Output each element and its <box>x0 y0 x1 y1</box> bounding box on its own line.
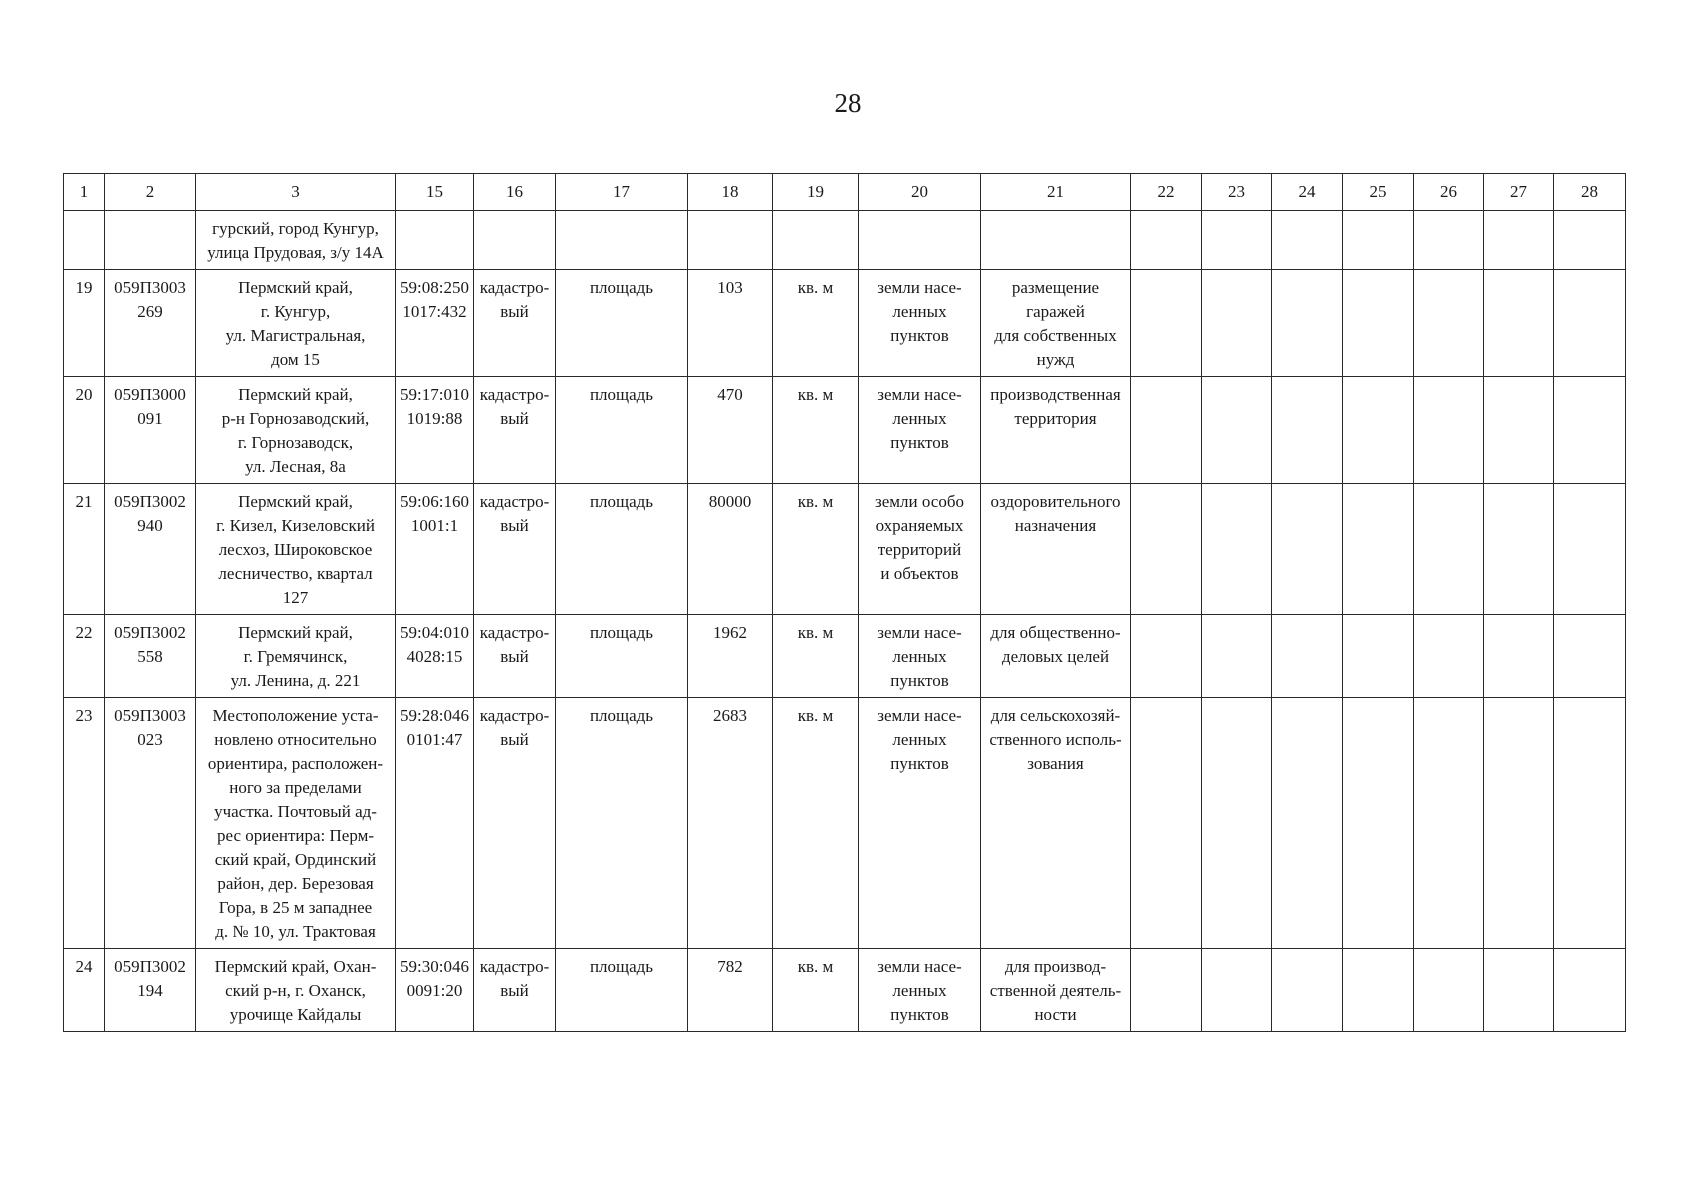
number-type-cell <box>474 484 556 615</box>
empty-cell <box>1554 377 1626 484</box>
column-header: 17 <box>556 174 688 211</box>
permitted-use-cell <box>981 270 1131 377</box>
empty-cell <box>1272 270 1343 377</box>
number-type-cell <box>474 377 556 484</box>
empty-cell <box>1272 211 1343 270</box>
land-category-cell-text: земли насе- ленных пунктов <box>877 957 962 1024</box>
column-header: 1 <box>64 174 105 211</box>
number-type-cell-text: кадастро- вый <box>479 385 550 428</box>
empty-cell <box>1272 949 1343 1032</box>
empty-cell <box>1343 484 1414 615</box>
empty-cell <box>1343 377 1414 484</box>
empty-cell <box>1272 377 1343 484</box>
column-header: 16 <box>474 174 556 211</box>
row-number-cell-text: 20 <box>75 385 93 404</box>
column-header: 3 <box>196 174 396 211</box>
table-row <box>64 484 1626 615</box>
empty-cell <box>1343 615 1414 698</box>
address-cell-text: Пермский край, г. Кунгур, ул. Магистральная, дом 15 <box>225 278 366 369</box>
row-number-cell <box>64 615 105 698</box>
row-number-cell <box>64 211 105 270</box>
empty-cell <box>1131 377 1202 484</box>
empty-cell <box>1202 949 1272 1032</box>
table-row <box>64 211 1626 270</box>
empty-cell <box>1554 211 1626 270</box>
cadastral-number-cell-text: 59:08:250 1017:432 <box>400 278 469 321</box>
registry-number-cell <box>105 211 196 270</box>
row-number-cell-text: 24 <box>75 957 93 976</box>
cadastral-number-cell <box>396 270 474 377</box>
empty-cell <box>1202 484 1272 615</box>
parameter-name-cell <box>556 377 688 484</box>
unit-cell <box>773 377 859 484</box>
column-header: 20 <box>859 174 981 211</box>
row-number-cell-text: 22 <box>75 623 93 642</box>
row-number-cell <box>64 698 105 949</box>
permitted-use-cell-text: производственная территория <box>990 385 1121 428</box>
empty-cell <box>1554 270 1626 377</box>
permitted-use-cell <box>981 484 1131 615</box>
empty-cell <box>1202 377 1272 484</box>
unit-cell-text: кв. м <box>797 492 834 511</box>
unit-cell-text: кв. м <box>797 623 834 642</box>
empty-cell <box>1414 484 1484 615</box>
cadastral-number-cell-text: 59:06:160 1001:1 <box>400 492 469 535</box>
cadastral-number-cell-text: 59:04:010 4028:15 <box>400 623 469 666</box>
land-category-cell <box>859 484 981 615</box>
address-cell-text: Местоположение уста- новлено относительно ориентира, расположен- ного за пределами участка. Почтовый ад- рес ориентира: Перм- ский край, Ординский район, дер. Березовая Гора, в 25 м западнее д. № 10, ул. Трактовая <box>207 706 384 941</box>
land-category-cell <box>859 270 981 377</box>
table-row <box>64 615 1626 698</box>
empty-cell <box>1202 211 1272 270</box>
land-category-cell-text: земли насе- ленных пунктов <box>877 623 962 690</box>
registry-number-cell <box>105 484 196 615</box>
cadastral-number-cell-text: 59:30:046 0091:20 <box>400 957 469 1000</box>
permitted-use-cell-text: размещение гаражей для собственных нужд <box>994 278 1117 369</box>
empty-cell <box>1414 377 1484 484</box>
column-header: 25 <box>1343 174 1414 211</box>
empty-cell <box>1131 211 1202 270</box>
land-category-cell-text: земли насе- ленных пунктов <box>877 706 962 773</box>
address-cell-text: Пермский край, Охан- ский р-н, г. Оханск, урочище Кайдалы <box>214 957 377 1024</box>
row-number-cell-text: 21 <box>75 492 93 511</box>
empty-cell <box>1414 615 1484 698</box>
empty-cell <box>1554 949 1626 1032</box>
empty-cell <box>1131 484 1202 615</box>
number-type-cell-text: кадастро- вый <box>479 706 550 749</box>
row-number-cell <box>64 270 105 377</box>
table-body <box>64 211 1626 1032</box>
cadastral-number-cell <box>396 949 474 1032</box>
unit-cell <box>773 698 859 949</box>
empty-cell <box>1414 211 1484 270</box>
parameter-value-cell <box>688 270 773 377</box>
table-row <box>64 698 1626 949</box>
parameter-name-cell-text: площадь <box>589 385 654 404</box>
empty-cell <box>1272 615 1343 698</box>
empty-cell <box>1272 698 1343 949</box>
empty-cell <box>1343 211 1414 270</box>
land-category-cell-text: земли насе- ленных пунктов <box>877 278 962 345</box>
parameter-value-cell-text: 782 <box>717 957 743 976</box>
number-type-cell <box>474 211 556 270</box>
parameter-value-cell <box>688 698 773 949</box>
parameter-value-cell <box>688 377 773 484</box>
parameter-name-cell <box>556 615 688 698</box>
parameter-value-cell <box>688 949 773 1032</box>
column-header: 26 <box>1414 174 1484 211</box>
address-cell <box>196 211 396 270</box>
parameter-name-cell-text: площадь <box>589 623 654 642</box>
registry-number-cell <box>105 698 196 949</box>
cadastral-number-cell <box>396 615 474 698</box>
column-header: 21 <box>981 174 1131 211</box>
empty-cell <box>1484 949 1554 1032</box>
land-category-cell <box>859 377 981 484</box>
registry-number-cell-text: 059П3002 558 <box>114 623 186 666</box>
parameter-name-cell <box>556 698 688 949</box>
empty-cell <box>1484 211 1554 270</box>
cadastral-number-cell-text: 59:28:046 0101:47 <box>400 706 469 749</box>
row-number-cell <box>64 377 105 484</box>
registry-number-cell-text: 059П3003 023 <box>114 706 186 749</box>
address-cell <box>196 270 396 377</box>
registry-number-cell-text: 059П3002 194 <box>114 957 186 1000</box>
land-category-cell-text: земли особо охраняемых территорий и объектов <box>875 492 964 583</box>
permitted-use-cell <box>981 211 1131 270</box>
parameter-value-cell-text: 103 <box>717 278 743 297</box>
cadastral-number-cell <box>396 211 474 270</box>
permitted-use-cell-text: для сельскохозяй- ственного исполь- зования <box>989 706 1122 773</box>
land-category-cell <box>859 698 981 949</box>
address-cell <box>196 377 396 484</box>
registry-number-cell-text: 059П3002 940 <box>114 492 186 535</box>
row-number-cell <box>64 949 105 1032</box>
unit-cell-text: кв. м <box>797 278 834 297</box>
row-number-cell-text: 23 <box>75 706 93 725</box>
row-number-cell <box>64 484 105 615</box>
parameter-value-cell-text: 470 <box>717 385 743 404</box>
permitted-use-cell <box>981 615 1131 698</box>
empty-cell <box>1484 698 1554 949</box>
empty-cell <box>1414 949 1484 1032</box>
unit-cell <box>773 211 859 270</box>
unit-cell <box>773 484 859 615</box>
number-type-cell-text: кадастро- вый <box>479 957 550 1000</box>
empty-cell <box>1484 615 1554 698</box>
column-header: 15 <box>396 174 474 211</box>
parameter-name-cell <box>556 270 688 377</box>
parameter-name-cell <box>556 949 688 1032</box>
address-cell-text: Пермский край, г. Кизел, Кизеловский лесхоз, Широковское лесничество, квартал 127 <box>216 492 375 607</box>
parameter-value-cell <box>688 211 773 270</box>
column-header: 18 <box>688 174 773 211</box>
parameter-name-cell-text: площадь <box>589 706 654 725</box>
land-category-cell <box>859 615 981 698</box>
number-type-cell <box>474 615 556 698</box>
registry-number-cell <box>105 377 196 484</box>
empty-cell <box>1343 698 1414 949</box>
permitted-use-cell-text: для общественно- деловых целей <box>990 623 1121 666</box>
column-header: 2 <box>105 174 196 211</box>
number-type-cell-text: кадастро- вый <box>479 492 550 535</box>
column-header: 22 <box>1131 174 1202 211</box>
parameter-name-cell-text: площадь <box>589 278 654 297</box>
empty-cell <box>1484 270 1554 377</box>
registry-number-cell <box>105 270 196 377</box>
parameter-value-cell <box>688 615 773 698</box>
empty-cell <box>1414 698 1484 949</box>
empty-cell <box>1554 615 1626 698</box>
parameter-value-cell-text: 2683 <box>713 706 747 725</box>
table-row <box>64 377 1626 484</box>
cadastral-number-cell <box>396 377 474 484</box>
empty-cell <box>1272 484 1343 615</box>
column-number-row <box>64 174 1626 211</box>
column-header: 23 <box>1202 174 1272 211</box>
address-cell-text: гурский, город Кунгур, улица Прудовая, з/у 14А <box>207 219 384 262</box>
number-type-cell-text: кадастро- вый <box>479 278 550 321</box>
table-row <box>64 270 1626 377</box>
address-cell <box>196 484 396 615</box>
parameter-name-cell <box>556 484 688 615</box>
page-number: 28 <box>834 88 862 118</box>
address-cell <box>196 949 396 1032</box>
empty-cell <box>1202 615 1272 698</box>
empty-cell <box>1554 698 1626 949</box>
parameter-value-cell-text: 80000 <box>708 492 752 511</box>
unit-cell-text: кв. м <box>797 706 834 725</box>
empty-cell <box>1131 698 1202 949</box>
parameter-name-cell-text: площадь <box>589 957 654 976</box>
unit-cell <box>773 949 859 1032</box>
cadastral-number-cell <box>396 484 474 615</box>
empty-cell <box>1343 949 1414 1032</box>
empty-cell <box>1414 270 1484 377</box>
address-cell <box>196 698 396 949</box>
row-number-cell-text: 19 <box>75 278 93 297</box>
registry-number-cell-text: 059П3003 269 <box>114 278 186 321</box>
registry-number-cell <box>105 949 196 1032</box>
permitted-use-cell-text: для производ- ственной деятель- ности <box>989 957 1122 1024</box>
empty-cell <box>1131 949 1202 1032</box>
empty-cell <box>1202 698 1272 949</box>
permitted-use-cell-text: оздоровительного назначения <box>990 492 1121 535</box>
address-cell <box>196 615 396 698</box>
parameter-value-cell-text: 1962 <box>713 623 747 642</box>
empty-cell <box>1131 615 1202 698</box>
number-type-cell <box>474 698 556 949</box>
empty-cell <box>1343 270 1414 377</box>
unit-cell <box>773 615 859 698</box>
address-cell-text: Пермский край, р-н Горнозаводский, г. Горнозаводск, ул. Лесная, 8а <box>221 385 370 476</box>
parameter-name-cell <box>556 211 688 270</box>
empty-cell <box>1484 484 1554 615</box>
address-cell-text: Пермский край, г. Гремячинск, ул. Ленина, д. 221 <box>230 623 361 690</box>
column-header: 27 <box>1484 174 1554 211</box>
parameter-value-cell <box>688 484 773 615</box>
column-header: 19 <box>773 174 859 211</box>
registry-number-cell <box>105 615 196 698</box>
property-registry-table <box>63 173 1626 1032</box>
unit-cell-text: кв. м <box>797 957 834 976</box>
empty-cell <box>1554 484 1626 615</box>
land-category-cell-text: земли насе- ленных пунктов <box>877 385 962 452</box>
land-category-cell <box>859 211 981 270</box>
unit-cell <box>773 270 859 377</box>
empty-cell <box>1202 270 1272 377</box>
cadastral-number-cell-text: 59:17:010 1019:88 <box>400 385 469 428</box>
number-type-cell <box>474 270 556 377</box>
empty-cell <box>1131 270 1202 377</box>
cadastral-number-cell <box>396 698 474 949</box>
parameter-name-cell-text: площадь <box>589 492 654 511</box>
registry-number-cell-text: 059П3000 091 <box>114 385 186 428</box>
number-type-cell-text: кадастро- вый <box>479 623 550 666</box>
column-header: 28 <box>1554 174 1626 211</box>
column-header: 24 <box>1272 174 1343 211</box>
permitted-use-cell <box>981 698 1131 949</box>
number-type-cell <box>474 949 556 1032</box>
land-category-cell <box>859 949 981 1032</box>
empty-cell <box>1484 377 1554 484</box>
permitted-use-cell <box>981 949 1131 1032</box>
table-row <box>64 949 1626 1032</box>
permitted-use-cell <box>981 377 1131 484</box>
unit-cell-text: кв. м <box>797 385 834 404</box>
